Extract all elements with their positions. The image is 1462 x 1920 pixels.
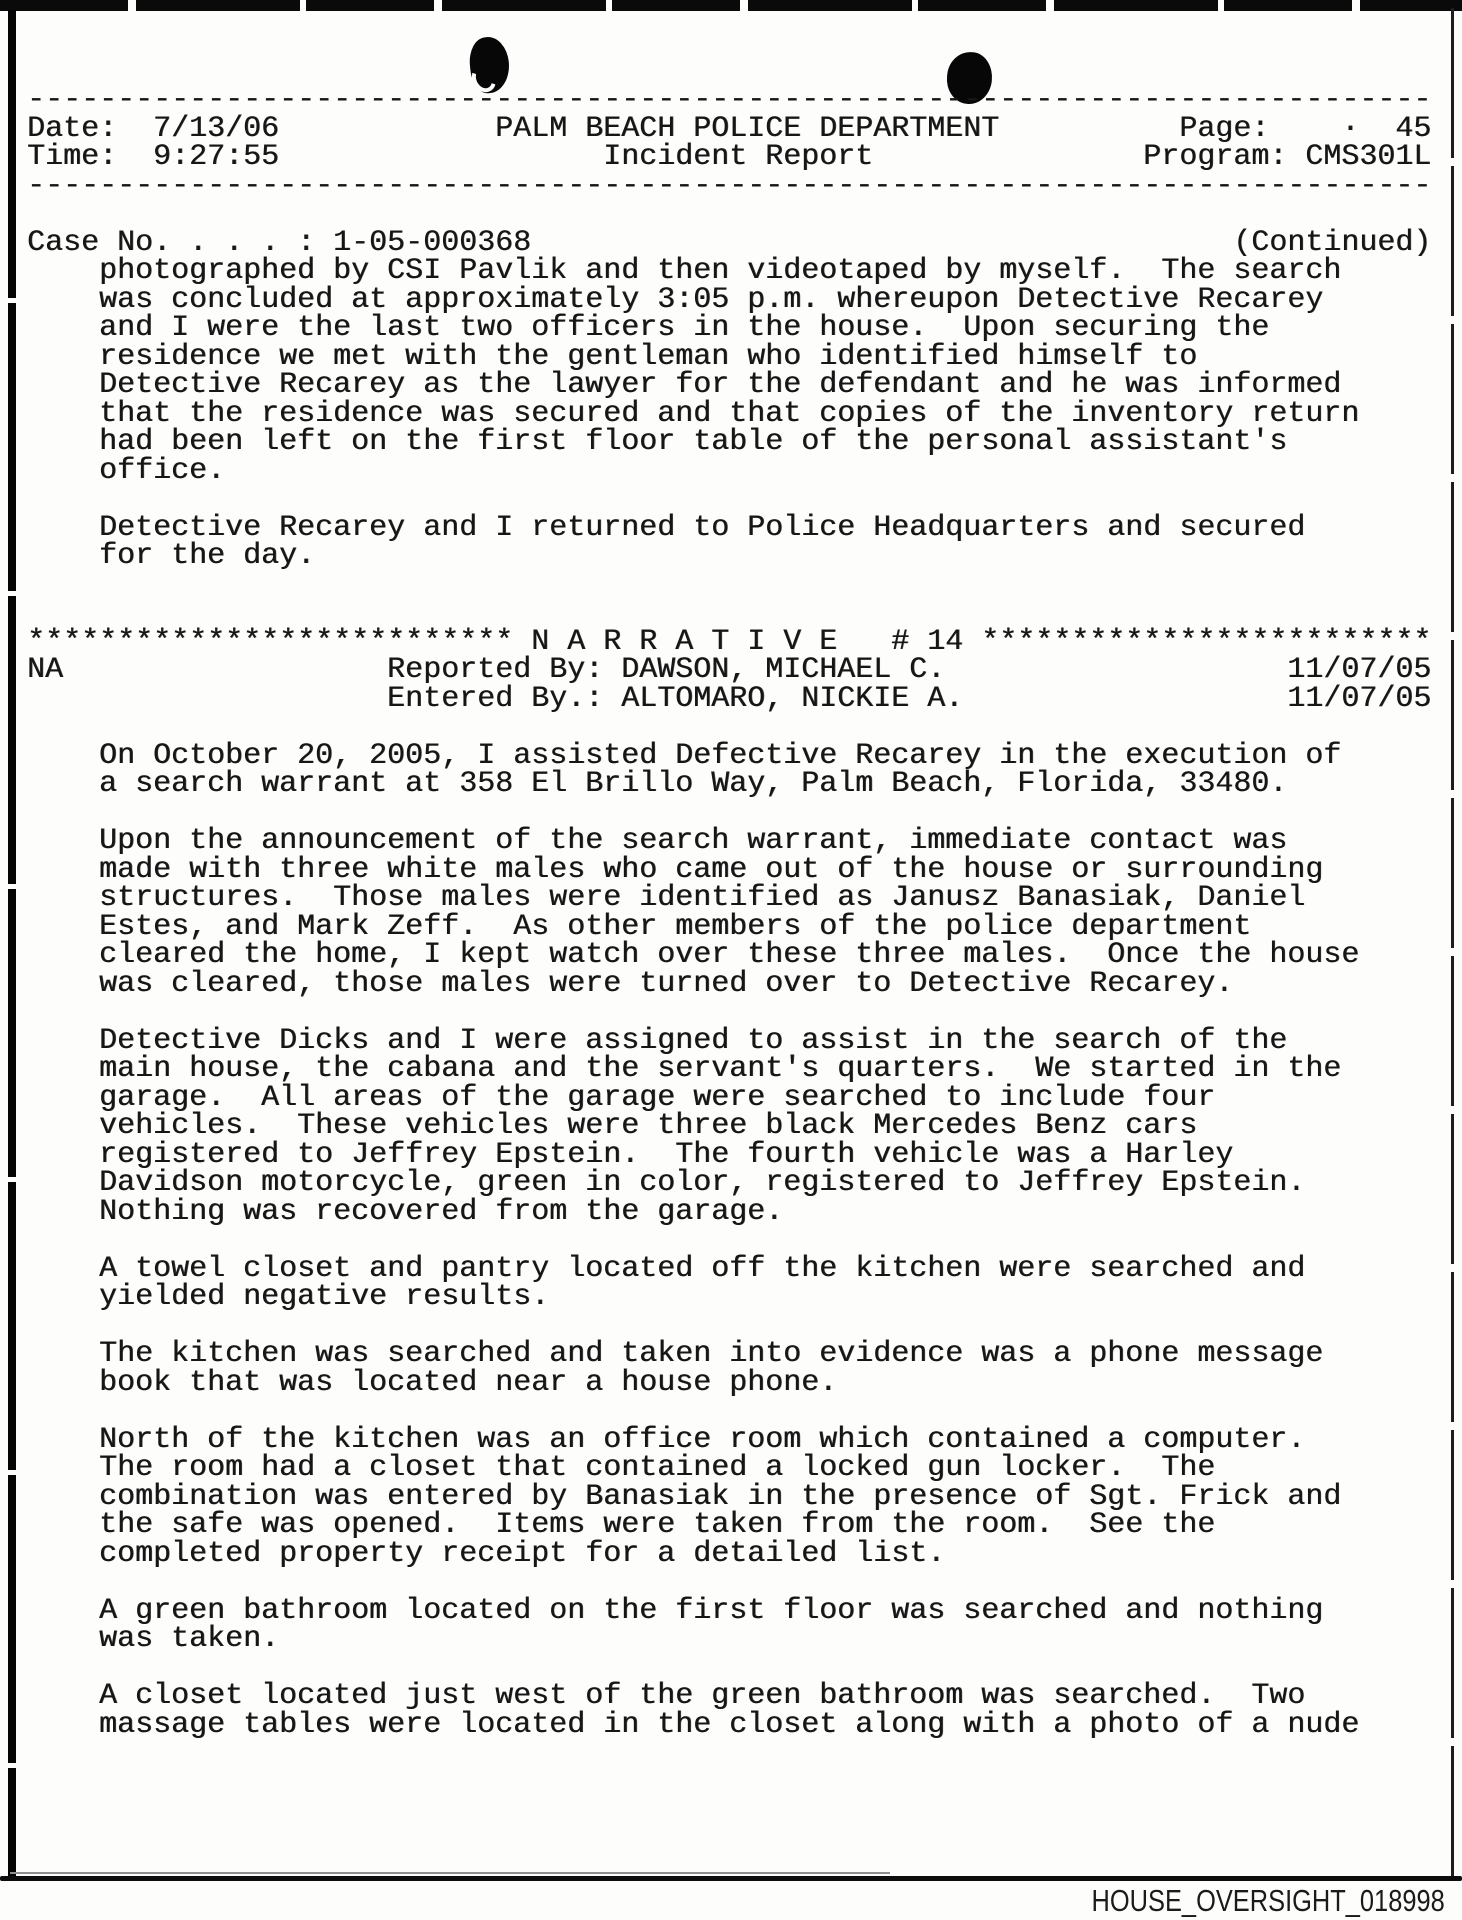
- document-line: ------------------------------------------------------------------------------: [27, 83, 1432, 117]
- document-line: [27, 1654, 1431, 1683]
- page-border-left: [8, 10, 16, 1878]
- document-line: ------------------------------------------------------------------------------: [27, 168, 1432, 203]
- document-line: Time: 9:27:55 Incident Report Program: CMS301L: [27, 140, 1432, 174]
- page-border-right: [1451, 8, 1454, 1878]
- document-line: book that was located near a house phone.: [27, 1365, 838, 1400]
- document-line: [27, 599, 1431, 628]
- document-line: [27, 799, 1431, 828]
- document-line: Nothing was recovered from the garage.: [27, 1194, 784, 1229]
- document-line: Detective Recarey and I returned to Police Headquarters and secured: [27, 510, 1306, 545]
- document-line: cleared the home, I kept watch over these three males. Once the house: [27, 938, 1360, 972]
- document-line: [27, 1226, 1431, 1255]
- document-line: *************************** N A R R A T I V E # 14 *************************: [27, 624, 1432, 659]
- document-line: was concluded at approximately 3:05 p.m. whereupon Detective Recarey: [27, 282, 1324, 317]
- document-line: was cleared, those males were turned over to Detective Recarey.: [27, 966, 1234, 1001]
- document-line: the safe was opened. Items were taken from the room. See the: [27, 1508, 1216, 1542]
- document-line: registered to Jeffrey Epstein. The fourth vehicle was a Harley: [27, 1137, 1234, 1172]
- document-line: A green bathroom located on the first floor was searched and nothing: [27, 1593, 1324, 1628]
- document-line: and I were the last two officers in the house. Upon securing the: [27, 311, 1270, 345]
- document-line: completed property receipt for a detailed list.: [27, 1536, 946, 1571]
- page-border-bottom: [0, 1876, 1462, 1881]
- document-line: [27, 1312, 1431, 1341]
- bates-stamp: HOUSE_OVERSIGHT_018998: [1091, 1883, 1445, 1918]
- document-line: [27, 1568, 1431, 1597]
- document-line: Upon the announcement of the search warrant, immediate contact was: [27, 824, 1288, 858]
- document-line: [27, 485, 1431, 514]
- document-line: Detective Dicks and I were assigned to assist in the search of the: [27, 1023, 1288, 1058]
- document-line: photographed by CSI Pavlik and then videotaped by myself. The search: [27, 254, 1342, 288]
- document-line: residence we met with the gentleman who identified himself to: [27, 339, 1198, 374]
- document-line: Davidson motorcycle, green in color, registered to Jeffrey Epstein.: [27, 1166, 1306, 1200]
- document-line: office.: [27, 453, 226, 488]
- document-line: [27, 571, 1431, 600]
- document-line: vehicles. These vehicles were three black Mercedes Benz cars: [27, 1109, 1198, 1143]
- document-line: main house, the cabana and the servant's quarters. We started in the: [27, 1052, 1342, 1086]
- document-line: made with three white males who came out of the house or surrounding: [27, 852, 1324, 887]
- document-line: On October 20, 2005, I assisted Defective Recarey in the execution of: [27, 738, 1342, 773]
- document-line: [27, 200, 1431, 229]
- document-line: was taken.: [27, 1622, 280, 1656]
- document-line: A towel closet and pantry located off the kitchen were searched and: [27, 1251, 1306, 1286]
- document-line: NA Reported By: DAWSON, MICHAEL C. 11/07/05: [27, 653, 1432, 687]
- document-line: [27, 998, 1431, 1027]
- document-line: garage. All areas of the garage were searched to include four: [27, 1080, 1216, 1115]
- document-text: [27, 83, 1432, 1742]
- document-line: North of the kitchen was an office room which contained a computer.: [27, 1422, 1306, 1457]
- document-line: A closet located just west of the green bathroom was searched. Two: [27, 1679, 1306, 1713]
- document-line: structures. Those males were identified as Janusz Banasiak, Daniel: [27, 881, 1306, 915]
- document-line: [27, 713, 1431, 742]
- document-line: for the day.: [27, 539, 316, 573]
- document-line: The kitchen was searched and taken into evidence was a phone message: [27, 1337, 1324, 1371]
- document-line: yielded negative results.: [27, 1280, 550, 1314]
- document-line: The room had a closet that contained a locked gun locker. The: [27, 1451, 1216, 1485]
- document-line: a search warrant at 358 El Brillo Way, Palm Beach, Florida, 33480.: [27, 767, 1288, 801]
- page-border-bottom-shadow: [10, 1872, 890, 1874]
- document-line: that the residence was secured and that copies of the inventory return: [27, 396, 1360, 431]
- document-line: combination was entered by Banasiak in the presence of Sgt. Frick and: [27, 1479, 1342, 1514]
- document-line: Entered By.: ALTOMARO, NICKIE A. 11/07/05: [27, 681, 1432, 716]
- document-line: [27, 1397, 1431, 1426]
- document-line: Estes, and Mark Zeff. As other members of the police department: [27, 909, 1252, 944]
- page-border-top: [0, 0, 1462, 11]
- document-line: Detective Recarey as the lawyer for the defendant and he was informed: [27, 368, 1342, 402]
- document-line: massage tables were located in the closet along with a photo of a nude: [27, 1707, 1360, 1742]
- document-line: Case No. . . . : 1-05-000368 (Continued): [27, 225, 1432, 260]
- document-line: Date: 7/13/06 PALM BEACH POLICE DEPARTMENT Page: · 45: [27, 111, 1432, 146]
- document-line: had been left on the first floor table of the personal assistant's: [27, 425, 1288, 459]
